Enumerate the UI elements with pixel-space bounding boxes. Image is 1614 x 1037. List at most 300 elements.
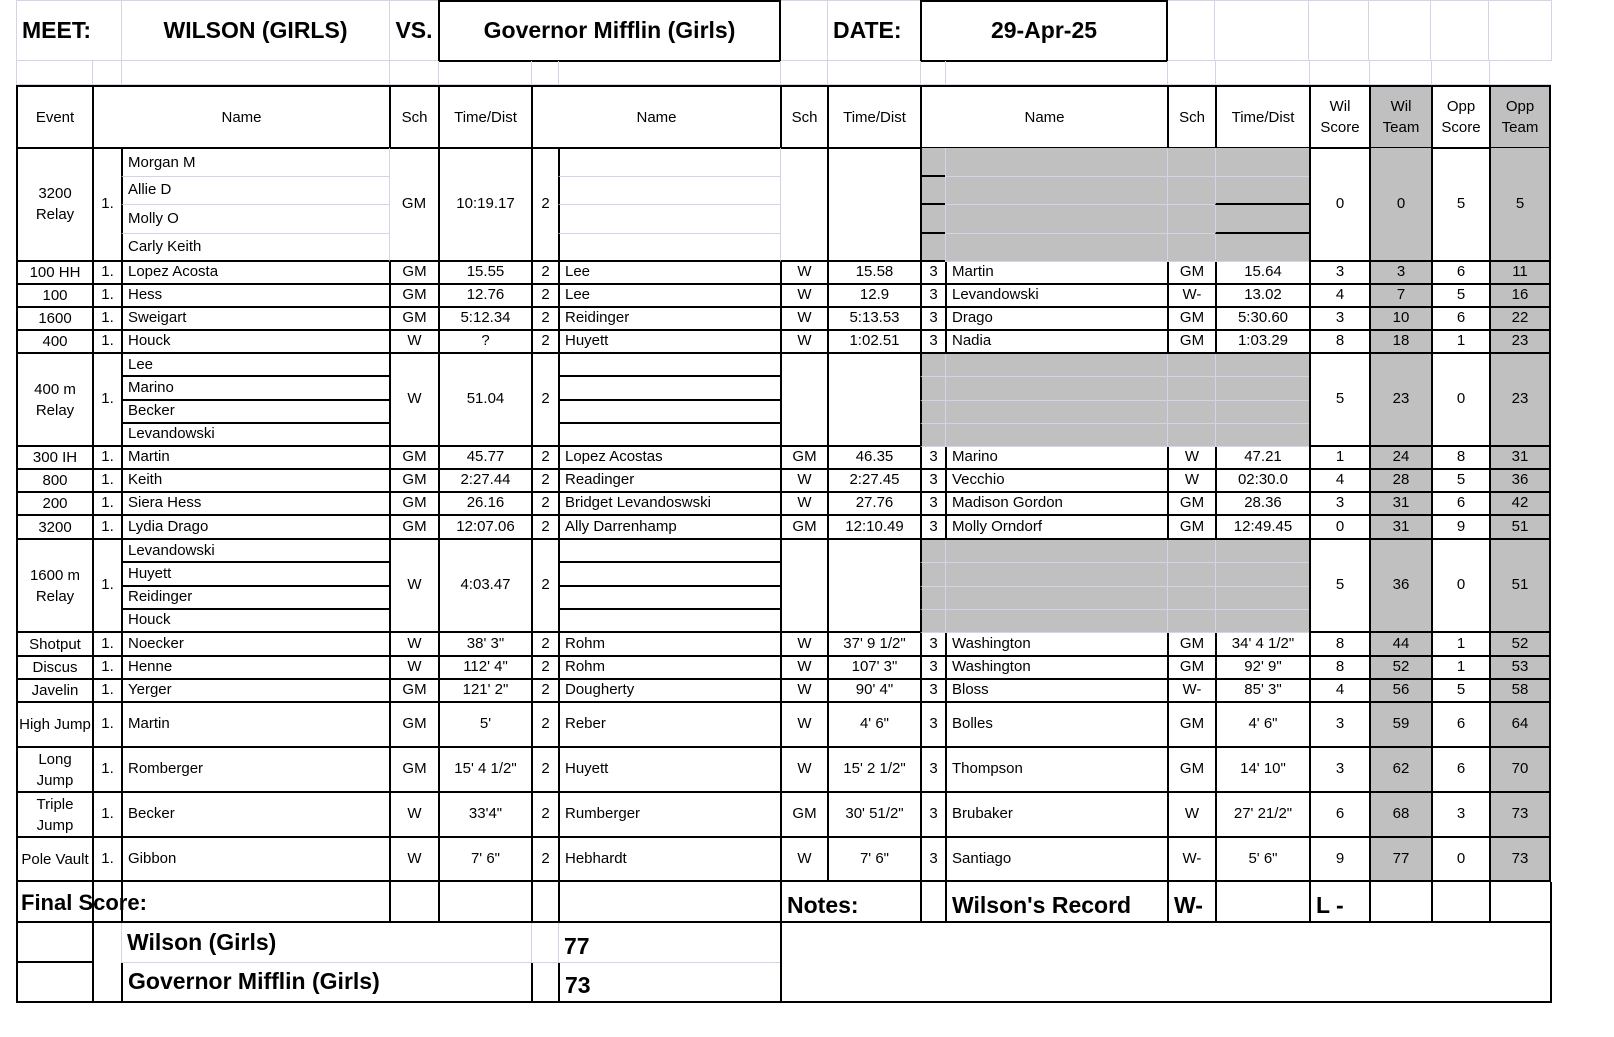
athlete-third[interactable]: Bloss bbox=[945, 680, 1167, 703]
athlete-third[interactable]: Levandowski bbox=[945, 285, 1167, 308]
mark-third[interactable]: 28.36 bbox=[1215, 493, 1309, 516]
school-third[interactable]: GM bbox=[1167, 657, 1215, 680]
school-third[interactable]: GM bbox=[1167, 748, 1215, 793]
place-second: 2 bbox=[531, 633, 558, 657]
relay-runner-second[interactable] bbox=[558, 587, 780, 610]
mark-second[interactable]: 2:27.45 bbox=[827, 470, 920, 493]
blank-cell bbox=[1369, 61, 1431, 85]
mark-third[interactable]: 85' 3" bbox=[1215, 680, 1309, 703]
school-second[interactable]: W bbox=[780, 285, 827, 308]
school-second[interactable] bbox=[780, 148, 827, 262]
school-third[interactable]: GM bbox=[1167, 633, 1215, 657]
school-second[interactable]: W bbox=[780, 493, 827, 516]
mark-first[interactable]: 7' 6" bbox=[438, 838, 531, 882]
athlete-first[interactable]: Romberger bbox=[121, 748, 389, 793]
opponent-team-total: 51 bbox=[1489, 516, 1551, 540]
athlete-first[interactable]: Martin bbox=[121, 447, 389, 470]
athlete-second[interactable]: Rohm bbox=[558, 657, 780, 680]
school-third[interactable]: GM bbox=[1167, 493, 1215, 516]
wilson-event-score: 5 bbox=[1309, 354, 1369, 447]
relay-runner-second[interactable] bbox=[558, 563, 780, 586]
opponent-event-score: 5 bbox=[1431, 285, 1489, 308]
mark-first[interactable]: 12.76 bbox=[438, 285, 531, 308]
school-first[interactable]: GM bbox=[389, 703, 438, 748]
mark-first[interactable]: 12:07.06 bbox=[438, 516, 531, 540]
place-second: 2 bbox=[531, 680, 558, 703]
mark-third[interactable]: 4' 6" bbox=[1215, 703, 1309, 748]
relay-runner-second[interactable] bbox=[558, 540, 780, 563]
mark-first[interactable]: ? bbox=[438, 331, 531, 354]
wilson-event-score: 3 bbox=[1309, 748, 1369, 793]
third-place-disabled bbox=[945, 377, 1167, 400]
blank-cell bbox=[16, 963, 92, 1003]
blank-cell bbox=[945, 61, 1167, 85]
school-second[interactable]: GM bbox=[780, 447, 827, 470]
school-third[interactable]: GM bbox=[1167, 516, 1215, 540]
athlete-second[interactable]: Lee bbox=[558, 285, 780, 308]
relay-runner-second[interactable] bbox=[558, 610, 780, 633]
athlete-third[interactable]: Madison Gordon bbox=[945, 493, 1167, 516]
blank-cell bbox=[92, 923, 121, 1003]
third-place-disabled bbox=[1167, 610, 1215, 633]
mark-third[interactable]: 14' 10" bbox=[1215, 748, 1309, 793]
mark-third[interactable]: 13.02 bbox=[1215, 285, 1309, 308]
mark-second[interactable]: 12.9 bbox=[827, 285, 920, 308]
blank-cell bbox=[920, 882, 945, 923]
relay-runner-first[interactable]: Lee bbox=[121, 354, 389, 377]
event-name: 3200 bbox=[16, 516, 92, 540]
relay-runner-first[interactable]: Huyett bbox=[121, 563, 389, 586]
mark-second[interactable]: 90' 4" bbox=[827, 680, 920, 703]
mark-third[interactable]: 12:49.45 bbox=[1215, 516, 1309, 540]
third-place-disabled bbox=[1167, 540, 1215, 563]
blank-cell bbox=[558, 61, 780, 85]
school-first[interactable]: GM bbox=[389, 262, 438, 285]
athlete-third[interactable]: Thompson bbox=[945, 748, 1167, 793]
mark-third[interactable]: 47.21 bbox=[1215, 447, 1309, 470]
school-first[interactable]: GM bbox=[389, 748, 438, 793]
school-second[interactable]: W bbox=[780, 838, 827, 882]
place-second: 2 bbox=[531, 838, 558, 882]
event-name: 300 IH bbox=[16, 447, 92, 470]
mark-second[interactable]: 27.76 bbox=[827, 493, 920, 516]
column-header-sch1: Sch bbox=[389, 85, 438, 149]
opponent-team-total: 11 bbox=[1489, 262, 1551, 285]
third-place-disabled bbox=[1215, 563, 1309, 586]
mark-second[interactable]: 30' 51/2" bbox=[827, 793, 920, 838]
mark-first[interactable]: 10:19.17 bbox=[438, 148, 531, 262]
wilson-team-total: 18 bbox=[1369, 331, 1431, 354]
place-third: 3 bbox=[920, 838, 945, 882]
mark-first[interactable]: 26.16 bbox=[438, 493, 531, 516]
school-second[interactable]: W bbox=[780, 262, 827, 285]
athlete-second[interactable]: Ally Darrenhamp bbox=[558, 516, 780, 540]
athlete-third[interactable]: Martin bbox=[945, 262, 1167, 285]
relay-runner-first[interactable]: Houck bbox=[121, 610, 389, 633]
team-score-wilson: 77 bbox=[558, 923, 780, 963]
wilson-event-score: 3 bbox=[1309, 493, 1369, 516]
athlete-first[interactable]: Hess bbox=[121, 285, 389, 308]
mark-second[interactable]: 107' 3" bbox=[827, 657, 920, 680]
athlete-third[interactable]: Marino bbox=[945, 447, 1167, 470]
mark-second[interactable]: 12:10.49 bbox=[827, 516, 920, 540]
school-first[interactable]: GM bbox=[389, 493, 438, 516]
record-wins-value[interactable] bbox=[1215, 882, 1309, 923]
mark-second[interactable]: 46.35 bbox=[827, 447, 920, 470]
relay-runner-first[interactable]: Carly Keith bbox=[121, 234, 389, 263]
athlete-third[interactable]: Washington bbox=[945, 633, 1167, 657]
opponent-event-score: 8 bbox=[1431, 447, 1489, 470]
relay-runner-second[interactable] bbox=[558, 177, 780, 206]
school-second[interactable]: GM bbox=[780, 516, 827, 540]
blank-cell bbox=[531, 882, 558, 923]
place-second: 2 bbox=[531, 447, 558, 470]
wilson-event-score: 8 bbox=[1309, 633, 1369, 657]
athlete-second[interactable]: Bridget Levandoswski bbox=[558, 493, 780, 516]
athlete-first[interactable]: Lydia Drago bbox=[121, 516, 389, 540]
third-place-disabled bbox=[1215, 540, 1309, 563]
place-second: 2 bbox=[531, 308, 558, 331]
relay-runner-first[interactable]: Becker bbox=[121, 401, 389, 424]
opponent-event-score: 6 bbox=[1431, 703, 1489, 748]
school-first[interactable]: W bbox=[389, 354, 438, 447]
wilson-event-score: 3 bbox=[1309, 262, 1369, 285]
event-name: 200 bbox=[16, 493, 92, 516]
athlete-third[interactable]: Vecchio bbox=[945, 470, 1167, 493]
opponent-event-score: 0 bbox=[1431, 540, 1489, 633]
third-place-disabled bbox=[920, 205, 945, 234]
blank-cell bbox=[1369, 0, 1431, 61]
mark-third[interactable]: 92' 9" bbox=[1215, 657, 1309, 680]
school-second[interactable]: W bbox=[780, 748, 827, 793]
school-third[interactable]: W- bbox=[1167, 838, 1215, 882]
athlete-first[interactable]: Noecker bbox=[121, 633, 389, 657]
wilson-team-total: 59 bbox=[1369, 703, 1431, 748]
third-place-disabled bbox=[945, 424, 1167, 447]
athlete-first[interactable]: Siera Hess bbox=[121, 493, 389, 516]
wilson-event-score: 6 bbox=[1309, 793, 1369, 838]
place-third: 3 bbox=[920, 680, 945, 703]
mark-second[interactable]: 5:13.53 bbox=[827, 308, 920, 331]
school-third[interactable]: GM bbox=[1167, 331, 1215, 354]
opponent-event-score: 5 bbox=[1431, 470, 1489, 493]
school-third[interactable]: W bbox=[1167, 447, 1215, 470]
school-first[interactable]: W bbox=[389, 793, 438, 838]
school-second[interactable]: W bbox=[780, 657, 827, 680]
blank-cell bbox=[558, 882, 780, 923]
place-third: 3 bbox=[920, 262, 945, 285]
relay-runner-second[interactable] bbox=[558, 354, 780, 377]
place-first: 1. bbox=[92, 447, 121, 470]
school-second[interactable]: GM bbox=[780, 793, 827, 838]
athlete-second[interactable]: Dougherty bbox=[558, 680, 780, 703]
mark-first[interactable]: 2:27.44 bbox=[438, 470, 531, 493]
third-place-disabled bbox=[945, 401, 1167, 424]
mark-third[interactable]: 02:30.0 bbox=[1215, 470, 1309, 493]
event-name: Pole Vault bbox=[16, 838, 92, 882]
school-third[interactable]: W bbox=[1167, 793, 1215, 838]
relay-runner-first[interactable]: Marino bbox=[121, 377, 389, 400]
third-place-disabled bbox=[945, 205, 1167, 234]
mark-first[interactable]: 5' bbox=[438, 703, 531, 748]
relay-runner-first[interactable]: Levandowski bbox=[121, 424, 389, 447]
wilson-event-score: 9 bbox=[1309, 838, 1369, 882]
event-name: 100 HH bbox=[16, 262, 92, 285]
third-place-disabled bbox=[945, 354, 1167, 377]
blank-cell bbox=[781, 0, 827, 61]
opponent-team-total: 5 bbox=[1489, 148, 1551, 262]
athlete-first[interactable]: Yerger bbox=[121, 680, 389, 703]
opponent-event-score: 6 bbox=[1431, 748, 1489, 793]
third-place-disabled bbox=[920, 401, 945, 424]
mark-first[interactable]: 4:03.47 bbox=[438, 540, 531, 633]
third-place-disabled bbox=[1167, 377, 1215, 400]
relay-runner-second[interactable] bbox=[558, 401, 780, 424]
school-first[interactable]: W bbox=[389, 657, 438, 680]
school-third[interactable]: GM bbox=[1167, 308, 1215, 331]
mark-first[interactable]: 38' 3" bbox=[438, 633, 531, 657]
relay-runner-second[interactable] bbox=[558, 424, 780, 447]
athlete-first[interactable]: Gibbon bbox=[121, 838, 389, 882]
wilson-team-total: 28 bbox=[1369, 470, 1431, 493]
school-first[interactable]: W bbox=[389, 540, 438, 633]
opponent-event-score: 5 bbox=[1431, 680, 1489, 703]
athlete-second[interactable]: Rumberger bbox=[558, 793, 780, 838]
opponent-team-total: 16 bbox=[1489, 285, 1551, 308]
opponent-event-score: 3 bbox=[1431, 793, 1489, 838]
school-second[interactable] bbox=[780, 540, 827, 633]
third-place-disabled bbox=[945, 177, 1167, 206]
wilson-team-total: 31 bbox=[1369, 516, 1431, 540]
athlete-second[interactable]: Huyett bbox=[558, 748, 780, 793]
opponent-team-total: 36 bbox=[1489, 470, 1551, 493]
blank-cell bbox=[780, 61, 827, 85]
third-place-disabled bbox=[920, 234, 945, 263]
third-place-disabled bbox=[1167, 205, 1215, 234]
third-place-disabled bbox=[945, 563, 1167, 586]
mark-second[interactable]: 4' 6" bbox=[827, 703, 920, 748]
mark-first[interactable]: 45.77 bbox=[438, 447, 531, 470]
blank-cell bbox=[1369, 882, 1431, 923]
school-second[interactable]: W bbox=[780, 470, 827, 493]
athlete-second[interactable]: Hebhardt bbox=[558, 838, 780, 882]
column-header-name3: Name bbox=[920, 85, 1167, 149]
opponent-event-score: 5 bbox=[1431, 148, 1489, 262]
school-first[interactable]: W bbox=[389, 838, 438, 882]
school-third[interactable]: GM bbox=[1167, 703, 1215, 748]
mark-first[interactable]: 121' 2" bbox=[438, 680, 531, 703]
school-third[interactable]: W- bbox=[1167, 285, 1215, 308]
opponent-event-score: 1 bbox=[1431, 657, 1489, 680]
third-place-disabled bbox=[1167, 177, 1215, 206]
third-place-disabled bbox=[945, 610, 1167, 633]
third-place-disabled bbox=[945, 148, 1167, 177]
relay-runner-second[interactable] bbox=[558, 377, 780, 400]
third-place-disabled bbox=[1167, 424, 1215, 447]
athlete-first[interactable]: Lopez Acosta bbox=[121, 262, 389, 285]
mark-third[interactable]: 34' 4 1/2" bbox=[1215, 633, 1309, 657]
mark-third[interactable]: 15.64 bbox=[1215, 262, 1309, 285]
place-second: 2 bbox=[531, 540, 558, 633]
mark-third[interactable]: 27' 21/2" bbox=[1215, 793, 1309, 838]
relay-runner-second[interactable] bbox=[558, 205, 780, 234]
athlete-first[interactable]: Henne bbox=[121, 657, 389, 680]
column-header-name1: Name bbox=[92, 85, 389, 149]
final-score-label: Final Score: bbox=[21, 889, 147, 915]
mark-second[interactable]: 15' 2 1/2" bbox=[827, 748, 920, 793]
place-second: 2 bbox=[531, 148, 558, 262]
relay-runner-first[interactable]: Molly O bbox=[121, 205, 389, 234]
blank-cell bbox=[531, 61, 558, 85]
mark-first[interactable]: 5:12.34 bbox=[438, 308, 531, 331]
mark-second[interactable] bbox=[827, 354, 920, 447]
opponent-event-score: 6 bbox=[1431, 262, 1489, 285]
mark-second[interactable]: 15.58 bbox=[827, 262, 920, 285]
athlete-third[interactable]: Drago bbox=[945, 308, 1167, 331]
school-second[interactable]: W bbox=[780, 331, 827, 354]
athlete-first[interactable]: Martin bbox=[121, 703, 389, 748]
mark-second[interactable]: 1:02.51 bbox=[827, 331, 920, 354]
athlete-second[interactable]: Reber bbox=[558, 703, 780, 748]
place-second: 2 bbox=[531, 703, 558, 748]
opponent-event-score: 6 bbox=[1431, 493, 1489, 516]
place-second: 2 bbox=[531, 285, 558, 308]
athlete-second[interactable]: Reidinger bbox=[558, 308, 780, 331]
mark-third[interactable]: 5' 6" bbox=[1215, 838, 1309, 882]
place-first: 1. bbox=[92, 657, 121, 680]
mark-first[interactable]: 15.55 bbox=[438, 262, 531, 285]
relay-runner-first[interactable]: Morgan M bbox=[121, 148, 389, 177]
blank-cell bbox=[16, 61, 92, 85]
athlete-third[interactable]: Santiago bbox=[945, 838, 1167, 882]
opponent-team-total: 70 bbox=[1489, 748, 1551, 793]
athlete-first[interactable]: Sweigart bbox=[121, 308, 389, 331]
place-first: 1. bbox=[92, 838, 121, 882]
column-header-time1: Time/Dist bbox=[438, 85, 531, 149]
athlete-first[interactable]: Keith bbox=[121, 470, 389, 493]
notes-label: Notes: bbox=[780, 882, 920, 923]
school-first[interactable]: GM bbox=[389, 470, 438, 493]
mark-first[interactable]: 51.04 bbox=[438, 354, 531, 447]
athlete-third[interactable]: Bolles bbox=[945, 703, 1167, 748]
date-label: DATE: bbox=[827, 0, 920, 61]
school-first[interactable]: GM bbox=[389, 680, 438, 703]
opponent-event-score: 1 bbox=[1431, 633, 1489, 657]
column-header-wil-team: Wil Team bbox=[1369, 85, 1431, 149]
school-first[interactable]: GM bbox=[389, 308, 438, 331]
school-second[interactable]: W bbox=[780, 308, 827, 331]
place-third: 3 bbox=[920, 703, 945, 748]
opponent-team-total: 64 bbox=[1489, 703, 1551, 748]
record-losses[interactable]: L - bbox=[1309, 882, 1369, 923]
athlete-first[interactable]: Houck bbox=[121, 331, 389, 354]
mark-second[interactable]: 7' 6" bbox=[827, 838, 920, 882]
third-place-disabled bbox=[1167, 563, 1215, 586]
mark-first[interactable]: 112' 4" bbox=[438, 657, 531, 680]
blank-cell bbox=[1168, 0, 1215, 61]
athlete-second[interactable]: Readinger bbox=[558, 470, 780, 493]
place-first: 1. bbox=[92, 793, 121, 838]
school-second[interactable]: W bbox=[780, 680, 827, 703]
opponent-team-total: 22 bbox=[1489, 308, 1551, 331]
third-place-disabled bbox=[945, 587, 1167, 610]
mark-second[interactable] bbox=[827, 148, 920, 262]
place-third: 3 bbox=[920, 447, 945, 470]
blank-cell bbox=[1309, 61, 1369, 85]
blank-cell bbox=[438, 61, 531, 85]
school-first[interactable]: GM bbox=[389, 148, 438, 262]
school-second[interactable]: W bbox=[780, 703, 827, 748]
school-first[interactable]: GM bbox=[389, 447, 438, 470]
notes-area[interactable] bbox=[780, 923, 1552, 1003]
mark-second[interactable]: 37' 9 1/2" bbox=[827, 633, 920, 657]
athlete-second[interactable]: Huyett bbox=[558, 331, 780, 354]
school-first[interactable]: GM bbox=[389, 516, 438, 540]
mark-third[interactable]: 1:03.29 bbox=[1215, 331, 1309, 354]
athlete-third[interactable]: Washington bbox=[945, 657, 1167, 680]
relay-runner-second[interactable] bbox=[558, 234, 780, 263]
school-third[interactable]: W- bbox=[1167, 680, 1215, 703]
place-first: 1. bbox=[92, 262, 121, 285]
mark-third[interactable]: 5:30.60 bbox=[1215, 308, 1309, 331]
school-first[interactable]: GM bbox=[389, 285, 438, 308]
place-second: 2 bbox=[531, 354, 558, 447]
place-second: 2 bbox=[531, 493, 558, 516]
athlete-second[interactable]: Lee bbox=[558, 262, 780, 285]
blank-cell bbox=[389, 882, 438, 923]
wilson-team-total: 36 bbox=[1369, 540, 1431, 633]
school-second[interactable]: W bbox=[780, 633, 827, 657]
third-place-disabled bbox=[920, 377, 945, 400]
third-place-disabled bbox=[1215, 610, 1309, 633]
team-name-gm: Governor Mifflin (Girls) bbox=[121, 963, 531, 1003]
event-name: Triple Jump bbox=[16, 793, 92, 838]
athlete-first[interactable]: Becker bbox=[121, 793, 389, 838]
place-first: 1. bbox=[92, 470, 121, 493]
relay-runner-first[interactable]: Allie D bbox=[121, 177, 389, 206]
mark-second[interactable] bbox=[827, 540, 920, 633]
event-name: 400 bbox=[16, 331, 92, 354]
athlete-second[interactable]: Rohm bbox=[558, 633, 780, 657]
athlete-third[interactable]: Nadia bbox=[945, 331, 1167, 354]
school-first[interactable]: W bbox=[389, 633, 438, 657]
blank-cell bbox=[1431, 61, 1489, 85]
school-third[interactable]: W bbox=[1167, 470, 1215, 493]
opponent-team-total: 23 bbox=[1489, 354, 1551, 447]
relay-runner-first[interactable]: Reidinger bbox=[121, 587, 389, 610]
school-first[interactable]: W bbox=[389, 331, 438, 354]
mark-first[interactable]: 15' 4 1/2" bbox=[438, 748, 531, 793]
third-place-disabled bbox=[1215, 401, 1309, 424]
event-name: Discus bbox=[16, 657, 92, 680]
blank-cell bbox=[121, 61, 389, 85]
event-name: High Jump bbox=[16, 703, 92, 748]
relay-runner-second[interactable] bbox=[558, 148, 780, 177]
school-second[interactable] bbox=[780, 354, 827, 447]
place-first: 1. bbox=[92, 285, 121, 308]
place-first: 1. bbox=[92, 680, 121, 703]
mark-first[interactable]: 33'4" bbox=[438, 793, 531, 838]
opponent-team-total: 58 bbox=[1489, 680, 1551, 703]
relay-runner-first[interactable]: Levandowski bbox=[121, 540, 389, 563]
event-name: 800 bbox=[16, 470, 92, 493]
athlete-third[interactable]: Molly Orndorf bbox=[945, 516, 1167, 540]
athlete-second[interactable]: Lopez Acostas bbox=[558, 447, 780, 470]
athlete-third[interactable]: Brubaker bbox=[945, 793, 1167, 838]
record-wins[interactable]: W- bbox=[1167, 882, 1215, 923]
school-third[interactable]: GM bbox=[1167, 262, 1215, 285]
blank-cell bbox=[1489, 0, 1552, 61]
